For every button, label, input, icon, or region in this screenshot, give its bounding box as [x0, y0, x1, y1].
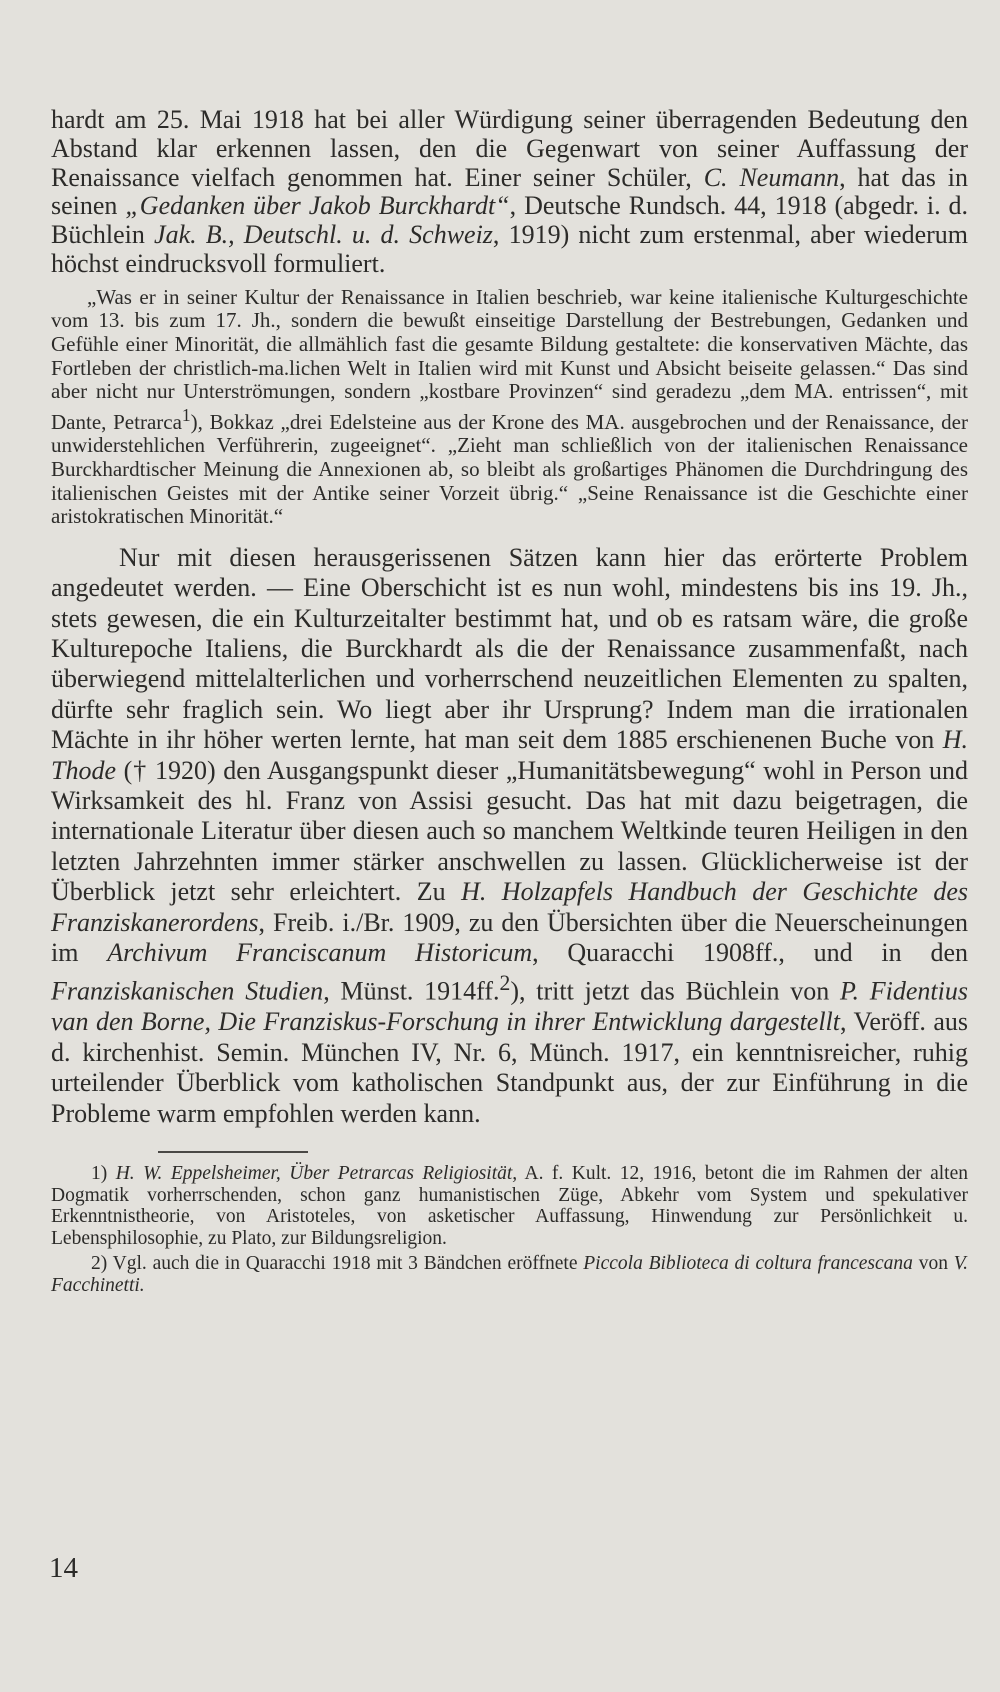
- text-run: , Deutsche Rundsch. 44, 1918 (abgedr. i. d. Büchlein: [51, 191, 969, 250]
- text-run: , Freib. i./Br. 1909, zu den Übersichten über die Neuerscheinungen im: [51, 907, 968, 967]
- citation-italic: V. Facchinetti.: [51, 1253, 968, 1297]
- text-run: ), tritt jetzt das Büchlein von: [510, 977, 840, 1007]
- work-title-italic: Jak. B., Deutschl. u. d. Schweiz: [154, 220, 493, 250]
- text-run: hardt am 25. Mai 1918 hat bei aller Würdigung seiner überragenden Bedeutung den Abstand klar erkennen lassen, den die Gegenwart von seiner Auffassung der Renaissance vielfach genommen hat. Einer seiner Schüler,: [51, 105, 968, 192]
- footnote-marker: 1: [181, 404, 191, 425]
- quotation-paragraph: [51, 286, 968, 529]
- citation-italic: H. W. Eppelsheimer, Über Petrarcas Religiosität,: [115, 1163, 518, 1185]
- work-title-italic: „Gedanken über Jakob Burckhardt“: [125, 191, 510, 221]
- text-run: 1): [91, 1163, 116, 1185]
- footnote-separator: [158, 1151, 308, 1153]
- footnotes: [51, 1163, 968, 1297]
- text-run: , Veröff. aus d. kirchenhist. Semin. München IV, Nr. 6, Münch. 1917, ein kenntnisreicher, ruhig urteilender Überblick vom katholischen Standpunkt aus, der zur Einführung in die Probleme warm empfohlen werden kann.: [51, 1007, 968, 1128]
- citation-italic: Piccola Biblioteca di coltura francescana: [583, 1253, 913, 1275]
- text-run: , 1919) nicht zum erstenmal, aber wiederum höchst eindrucksvoll formuliert.: [51, 220, 968, 278]
- body-paragraph-main: [51, 543, 968, 1129]
- page-number: 14: [49, 1552, 78, 1584]
- text-run: , hat das in seinen: [51, 162, 968, 221]
- author-name-italic: C. Neumann: [703, 162, 840, 192]
- text-run: 2) Vgl. auch die in Quaracchi 1918 mit 3 Bändchen eröffnete: [91, 1253, 584, 1275]
- text-run: „Was er in seiner Kultur der Renaissance in Italien beschrieb, war keine italienische Kulturgeschichte vom 13. bis zum 17. Jh., sondern die bewußt einseitige Darstellung der Bestrebungen, Gedanken und Gefühle einer Minorität, die allmählich fast die gesamte Bildung gestaltete: die konservativen Mächte, das Fortleben der christlich-ma.lichen Welt in Italien wird mit Kunst und Absicht beiseite gelassen.“ Das sind aber nicht nur Unterströmungen, sondern „kostbare Provinzen“ sind geradezu „dem MA. entrissen“, mit Dante, Petrarca: [51, 284, 968, 434]
- text-run: Nur mit diesen herausgerissenen Sätzen kann hier das erörterte Problem angedeutet werden. — Eine Oberschicht ist es nun wohl, mindestens bis ins 19. Jh., stets gewesen, die ein Kulturzeitalter bestimmt hat, und ob es ratsam wäre, die große Kulturepoche Italiens, die Burckhardt als die der Renaissance zusammenfaßt, nach überwiegend mittelalterlichen und vorherrschend neuzeitlichen Elementen zu spalten, dürfte sehr fraglich sein. Wo liegt aber ihr Ursprung? Indem man die irrationalen Mächte in ihr höher werten lernte, hat man seit dem 1885 erschienenen Buche von: [51, 542, 968, 755]
- text-run: ), Bokkaz „drei Edelsteine aus der Krone des MA. ausgebrochen und der Renaissance, der unwiderstehlichen Verführerin, zugeeignet“. „Zieht man schließlich von der italienischen Renaissance Burckhardtischer Meinung die Annexionen ab, so bleibt als großartiges Phänomen die Durchdringung des italienischen Geistes mit der Antike seiner Vorzeit übrig.“ „Seine Renaissance ist die Geschichte einer aristokratischen Minorität.“: [51, 409, 969, 529]
- footnote-1: [51, 1163, 968, 1249]
- text-run: , Quaracchi 1908ff., und in den: [532, 938, 968, 967]
- body-paragraph-intro: [51, 106, 968, 279]
- journal-title-italic: Franziskanischen Studien: [51, 977, 324, 1007]
- text-run: A. f. Kult. 12, 1916, betont die im Rahmen der alten Dogmatik vorherrschenden, schon ganz humanistischen Züge, Abkehr vom System und spekulativer Erkenntnistheorie, von Aristoteles, von asketischer Auffassung, Hinwendung zur Persönlichkeit u. Lebensphilosophie, zu Plato, zur Bildungsreligion.: [51, 1163, 968, 1249]
- text-run: von: [912, 1253, 954, 1275]
- footnote-marker: 2: [499, 971, 511, 996]
- text-run: († 1920) den Ausgangspunkt dieser „Humanitätsbewegung“ wohl in Person und Wirksamkeit des hl. Franz von Assisi gesucht. Das hat mit dazu beigetragen, die internationale Literatur über diesen auch so manchem Weltkinde teuren Heiligen in den letzten Jahrzehnten immer stärker anschwellen zu lassen. Glücklicherweise ist der Überblick jetzt sehr erleichtert. Zu: [51, 755, 968, 907]
- journal-title-italic: Archivum Franciscanum Historicum: [107, 938, 533, 967]
- work-title-italic: P. Fidentius van den Borne, Die Franziskus-Forschung in ihrer Entwicklung dargestellt: [51, 977, 968, 1037]
- author-name-italic: H. Thode: [51, 725, 968, 785]
- text-run: , Münst. 1914ff.: [323, 977, 500, 1007]
- work-title-italic: H. Holzapfels Handbuch der Geschichte des Franziskanerordens: [51, 877, 968, 937]
- footnote-2: [51, 1253, 968, 1296]
